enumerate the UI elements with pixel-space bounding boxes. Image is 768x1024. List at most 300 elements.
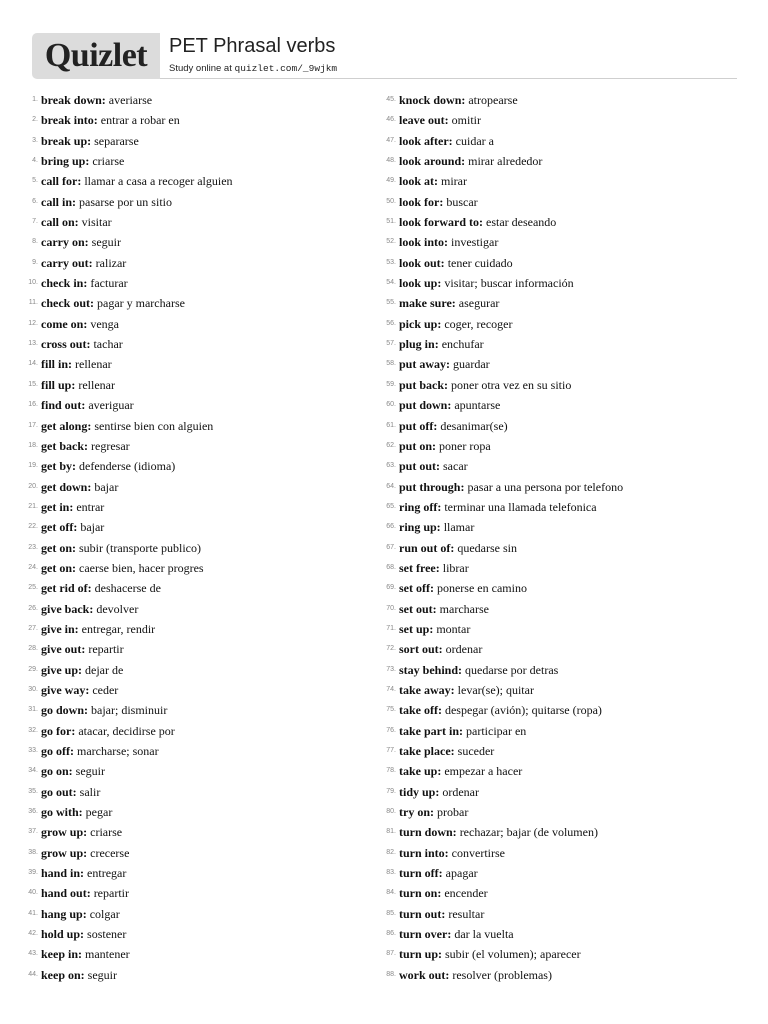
term-entry: [0, 822, 380, 842]
term-entry: [358, 110, 768, 130]
entry-number: 3.: [32, 136, 38, 144]
entry-definition: seguir: [87, 967, 117, 982]
term-entry: [358, 761, 768, 781]
entry-definition: mirar alrededor: [468, 154, 543, 169]
entry-definition: subir (el volumen); aparecer: [445, 947, 581, 962]
term-entry: [358, 599, 768, 619]
entry-text: [41, 680, 118, 700]
entry-definition: atacar, decidirse por: [78, 723, 175, 738]
entry-term: give way:: [41, 682, 90, 697]
entry-definition: rellenar: [78, 377, 115, 392]
term-entry: [0, 721, 380, 741]
entry-term: give out:: [41, 642, 86, 657]
entry-definition: asegurar: [458, 296, 500, 311]
term-entry: [358, 619, 768, 639]
entry-term: call for:: [41, 174, 82, 189]
entry-definition: visitar; buscar información: [444, 276, 574, 291]
entry-term: get back:: [41, 438, 88, 453]
entry-number: 5.: [32, 177, 38, 185]
term-entry: [358, 273, 768, 293]
entry-term: grow up:: [41, 825, 88, 840]
entry-text: [41, 578, 161, 598]
entry-text: [399, 110, 481, 130]
entry-text: [399, 883, 488, 903]
entry-term: get off:: [41, 520, 78, 535]
entry-term: turn out:: [399, 906, 446, 921]
entry-definition: tachar: [93, 337, 123, 352]
entry-text: [41, 883, 129, 903]
entry-definition: venga: [90, 316, 119, 331]
entry-number: 37.: [28, 828, 38, 836]
term-entry: [0, 558, 380, 578]
entry-number: 39.: [28, 869, 38, 877]
term-entry: [0, 944, 380, 964]
entry-term: check in:: [41, 276, 88, 291]
entry-number: 82.: [386, 848, 396, 856]
entry-number: 56.: [386, 319, 396, 327]
entry-definition: ordenar: [442, 784, 480, 799]
entry-number: 57.: [386, 340, 396, 348]
entry-number: 25.: [28, 584, 38, 592]
entry-term: set free:: [399, 560, 440, 575]
entry-term: try on:: [399, 805, 434, 820]
entry-definition: convertirse: [451, 845, 505, 860]
entry-text: [41, 375, 115, 395]
entry-text: [399, 538, 517, 558]
entry-number: 22.: [28, 523, 38, 531]
entry-term: tidy up:: [399, 784, 440, 799]
entry-number: 18.: [28, 441, 38, 449]
entry-number: 50.: [386, 197, 396, 205]
entry-term: grow up:: [41, 845, 88, 860]
term-entry: [0, 273, 380, 293]
term-entry: [0, 395, 380, 415]
entry-term: get on:: [41, 540, 76, 555]
term-entry: [358, 802, 768, 822]
entry-term: set out:: [399, 601, 437, 616]
entry-number: 80.: [386, 808, 396, 816]
entry-term: put on:: [399, 438, 437, 453]
entry-term: fill up:: [41, 377, 76, 392]
entry-text: [41, 822, 122, 842]
entry-term: give up:: [41, 662, 83, 677]
entry-term: call on:: [41, 215, 79, 230]
entry-definition: atropearse: [468, 93, 518, 107]
entry-text: [41, 843, 129, 863]
term-entry: [0, 538, 380, 558]
entry-text: [399, 944, 581, 964]
entry-term: keep in:: [41, 947, 83, 962]
term-entry: [358, 253, 768, 273]
entry-term: run out of:: [399, 540, 455, 555]
entry-number: 30.: [28, 685, 38, 693]
entry-definition: ponerse en camino: [436, 581, 527, 596]
entry-number: 66.: [386, 523, 396, 531]
entry-text: [41, 944, 130, 964]
entry-number: 84.: [386, 889, 396, 897]
entry-definition: entregar, rendir: [81, 621, 156, 636]
term-entry: [0, 192, 380, 212]
entry-definition: regresar: [91, 438, 130, 453]
entry-number: 21.: [28, 502, 38, 510]
entry-text: [399, 965, 552, 985]
entry-definition: librar: [442, 560, 469, 575]
entry-number: 88.: [386, 970, 396, 978]
term-entry: [358, 822, 768, 842]
entry-term: keep on:: [41, 967, 85, 982]
entry-text: [41, 131, 139, 151]
entry-definition: deshacerse de: [94, 581, 161, 596]
entry-term: put down:: [399, 398, 452, 413]
entry-term: look out:: [399, 255, 445, 270]
entry-definition: ordenar: [445, 642, 483, 657]
entry-term: put back:: [399, 377, 449, 392]
term-entry: [358, 456, 768, 476]
term-entry: [0, 212, 380, 232]
entry-term: get along:: [41, 418, 92, 433]
entry-definition: caerse bien, hacer progres: [79, 560, 204, 575]
term-entry: [358, 334, 768, 354]
entry-term: call in:: [41, 194, 76, 209]
entry-text: [399, 660, 558, 680]
term-entry: [0, 334, 380, 354]
entry-text: [41, 232, 121, 252]
entry-term: get rid of:: [41, 581, 92, 596]
entry-text: [399, 151, 542, 171]
entry-term: leave out:: [399, 113, 449, 128]
entry-text: [399, 416, 508, 436]
term-entry: [358, 924, 768, 944]
entry-text: [41, 660, 123, 680]
term-entry: [0, 904, 380, 924]
entry-text: [399, 863, 478, 883]
term-entry: [358, 639, 768, 659]
entry-number: 45.: [386, 96, 396, 103]
entry-text: [399, 558, 469, 578]
entry-text: [41, 721, 175, 741]
header-divider: [160, 78, 737, 79]
entry-definition: rellenar: [75, 357, 112, 372]
entry-definition: poner ropa: [439, 438, 491, 453]
entry-number: 71.: [386, 624, 396, 632]
entry-definition: defenderse (idioma): [79, 459, 176, 474]
entry-text: [41, 90, 152, 110]
entry-term: put away:: [399, 357, 451, 372]
entry-text: [399, 395, 500, 415]
entry-term: check out:: [41, 296, 94, 311]
entry-term: cross out:: [41, 337, 91, 352]
term-entry: [0, 741, 380, 761]
term-entry: [0, 802, 380, 822]
entry-number: 13.: [28, 340, 38, 348]
entry-number: 73.: [386, 665, 396, 673]
entry-definition: terminar una llamada telefonica: [444, 499, 597, 514]
entry-term: give back:: [41, 601, 94, 616]
entry-number: 15.: [28, 380, 38, 388]
entry-number: 43.: [28, 950, 38, 958]
term-entry: [358, 90, 768, 110]
term-entry: [358, 354, 768, 374]
entry-term: look forward to:: [399, 215, 483, 230]
entry-text: [41, 151, 124, 171]
entry-term: hang up:: [41, 906, 87, 921]
entry-definition: marcharse; sonar: [77, 744, 159, 758]
term-entry: [0, 497, 380, 517]
entry-text: [399, 741, 494, 761]
term-entry: [0, 517, 380, 537]
entry-definition: buscar: [446, 194, 478, 209]
entry-text: [41, 965, 117, 985]
entry-number: 16.: [28, 401, 38, 409]
entry-term: sort out:: [399, 642, 443, 657]
entry-text: [399, 253, 513, 273]
study-online-label: Study online at: [169, 63, 232, 74]
entry-number: 62.: [386, 441, 396, 449]
entry-number: 35.: [28, 787, 38, 795]
term-entry: [0, 232, 380, 252]
entry-definition: seguir: [75, 764, 105, 779]
entry-text: [41, 354, 112, 374]
entry-term: go down:: [41, 703, 89, 718]
entry-number: 51.: [386, 218, 396, 226]
term-entry: [358, 558, 768, 578]
entry-number: 58.: [386, 360, 396, 368]
entry-term: get on:: [41, 560, 76, 575]
entry-term: look after:: [399, 133, 453, 148]
entry-term: turn down:: [399, 825, 457, 840]
entry-number: 27.: [28, 624, 38, 632]
entry-term: put out:: [399, 459, 441, 474]
term-list-right: [358, 90, 768, 985]
term-entry: [358, 782, 768, 802]
entry-term: get in:: [41, 499, 74, 514]
entry-term: turn up:: [399, 947, 443, 962]
entry-definition: poner otra vez en su sitio: [451, 377, 572, 392]
entry-number: 67.: [386, 543, 396, 551]
entry-term: bring up:: [41, 154, 90, 169]
term-entry: [0, 843, 380, 863]
term-entry: [0, 436, 380, 456]
entry-number: 79.: [386, 787, 396, 795]
entry-definition: encender: [444, 886, 488, 901]
entry-definition: resolver (problemas): [452, 967, 552, 982]
entry-number: 38.: [28, 848, 38, 856]
entry-number: 26.: [28, 604, 38, 612]
entry-text: [399, 761, 522, 781]
entry-definition: averiarse: [108, 93, 153, 107]
entry-definition: cuidar a: [455, 133, 494, 148]
term-entry: [0, 782, 380, 802]
entry-number: 17.: [28, 421, 38, 429]
term-entry: [0, 883, 380, 903]
entry-text: [41, 741, 159, 761]
entry-term: carry on:: [41, 235, 89, 250]
entry-text: [399, 477, 623, 497]
entry-number: 10.: [28, 279, 38, 287]
entry-text: [41, 538, 201, 558]
term-entry: [0, 761, 380, 781]
term-entry: [0, 599, 380, 619]
term-entry: [358, 965, 768, 985]
entry-text: [41, 212, 112, 232]
entry-term: fill in:: [41, 357, 73, 372]
term-entry: [0, 924, 380, 944]
entry-definition: pagar y marcharse: [97, 296, 185, 311]
entry-term: go for:: [41, 723, 76, 738]
entry-number: 78.: [386, 767, 396, 775]
term-entry: [358, 151, 768, 171]
term-entry: [358, 375, 768, 395]
entry-text: [399, 90, 518, 110]
entry-term: put through:: [399, 479, 465, 494]
entry-term: carry out:: [41, 255, 93, 270]
entry-definition: llamar: [443, 520, 475, 535]
entry-term: look at:: [399, 174, 438, 189]
term-entry: [0, 619, 380, 639]
entry-definition: despegar (avión); quitarse (ropa): [444, 703, 602, 718]
entry-definition: quedarse por detras: [465, 662, 559, 677]
entry-definition: mantener: [85, 947, 130, 962]
entry-term: get by:: [41, 459, 76, 474]
entry-number: 11.: [28, 299, 38, 307]
entry-text: [399, 171, 467, 191]
entry-term: pick up:: [399, 316, 442, 331]
term-entry: [358, 192, 768, 212]
entry-text: [41, 334, 123, 354]
entry-text: [41, 700, 167, 720]
entry-number: 83.: [386, 869, 396, 877]
term-entry: [0, 171, 380, 191]
entry-definition: dejar de: [85, 662, 124, 677]
term-entry: [0, 90, 380, 110]
entry-definition: bajar; disminuir: [91, 703, 168, 718]
entry-text: [399, 680, 534, 700]
entry-text: [41, 395, 134, 415]
term-entry: [0, 660, 380, 680]
entry-number: 7.: [32, 218, 38, 226]
term-entry: [0, 354, 380, 374]
entry-text: [399, 456, 468, 476]
entry-number: 68.: [386, 563, 396, 571]
entry-number: 23.: [28, 543, 38, 551]
study-online-line: [169, 63, 337, 74]
entry-number: 33.: [28, 747, 38, 754]
entry-term: make sure:: [399, 296, 456, 311]
term-entry: [0, 110, 380, 130]
entry-definition: entrar: [76, 499, 105, 514]
entry-text: [41, 639, 124, 659]
entry-term: go off:: [41, 744, 74, 758]
header: [32, 33, 736, 81]
term-entry: [0, 375, 380, 395]
entry-term: hand out:: [41, 886, 91, 901]
entry-number: 64.: [386, 482, 396, 490]
entry-text: [399, 904, 484, 924]
entry-definition: facturar: [90, 276, 128, 291]
term-entry: [358, 843, 768, 863]
entry-text: [399, 192, 478, 212]
entry-number: 47.: [386, 136, 396, 144]
entry-text: [399, 619, 470, 639]
entry-term: turn into:: [399, 845, 449, 860]
entry-text: [399, 273, 574, 293]
entry-definition: sacar: [443, 459, 468, 474]
term-entry: [358, 131, 768, 151]
entry-term: set up:: [399, 621, 434, 636]
term-entry: [0, 477, 380, 497]
entry-definition: dar la vuelta: [454, 927, 514, 942]
term-entry: [0, 151, 380, 171]
entry-term: break into:: [41, 113, 98, 128]
term-entry: [0, 700, 380, 720]
entry-definition: marcharse: [439, 601, 489, 616]
term-entry: [358, 477, 768, 497]
term-entry: [0, 680, 380, 700]
entry-text: [399, 436, 491, 456]
entry-definition: criarse: [90, 825, 123, 840]
entry-definition: rechazar; bajar (de volumen): [459, 825, 598, 840]
study-online-link[interactable]: quizlet.com/_9wjkm: [234, 63, 338, 74]
term-entry: [358, 212, 768, 232]
entry-term: take off:: [399, 703, 442, 718]
entry-definition: probar: [437, 805, 469, 820]
entry-text: [399, 293, 499, 313]
page-title: PET Phrasal verbs: [169, 35, 336, 57]
quizlet-logo[interactable]: Quizlet: [32, 33, 160, 79]
entry-number: 48.: [386, 157, 396, 165]
entry-number: 75.: [386, 706, 396, 714]
entry-text: [41, 293, 185, 313]
entry-term: ring up:: [399, 520, 441, 535]
entry-term: set off:: [399, 581, 434, 596]
entry-definition: quedarse sin: [457, 540, 517, 555]
term-entry: [358, 944, 768, 964]
entry-text: [41, 477, 118, 497]
entry-number: 46.: [386, 116, 396, 124]
entry-definition: montar: [436, 621, 471, 636]
entry-text: [399, 721, 526, 741]
term-entry: [358, 416, 768, 436]
entry-definition: enchufar: [441, 337, 484, 352]
entry-term: find out:: [41, 398, 86, 413]
entry-number: 19.: [28, 462, 38, 470]
term-entry: [358, 232, 768, 252]
term-entry: [358, 436, 768, 456]
term-entry: [358, 700, 768, 720]
term-entry: [358, 741, 768, 761]
entry-term: work out:: [399, 967, 450, 982]
entry-text: [399, 822, 598, 842]
entry-term: plug in:: [399, 337, 439, 352]
entry-text: [41, 416, 213, 436]
entry-number: 52.: [386, 238, 396, 246]
entry-term: ring off:: [399, 499, 442, 514]
entry-term: put off:: [399, 418, 438, 433]
entry-text: [399, 375, 571, 395]
term-entry: [358, 538, 768, 558]
entry-term: stay behind:: [399, 662, 463, 677]
term-entry: [358, 171, 768, 191]
term-entry: [0, 131, 380, 151]
entry-number: 12.: [28, 319, 38, 327]
entry-number: 42.: [28, 930, 38, 938]
entry-text: [41, 924, 126, 944]
entry-definition: levar(se); quitar: [457, 682, 534, 697]
entry-definition: tener cuidado: [447, 255, 513, 270]
entry-text: [399, 782, 479, 802]
entry-number: 9.: [32, 258, 38, 266]
entry-definition: salir: [79, 784, 101, 799]
